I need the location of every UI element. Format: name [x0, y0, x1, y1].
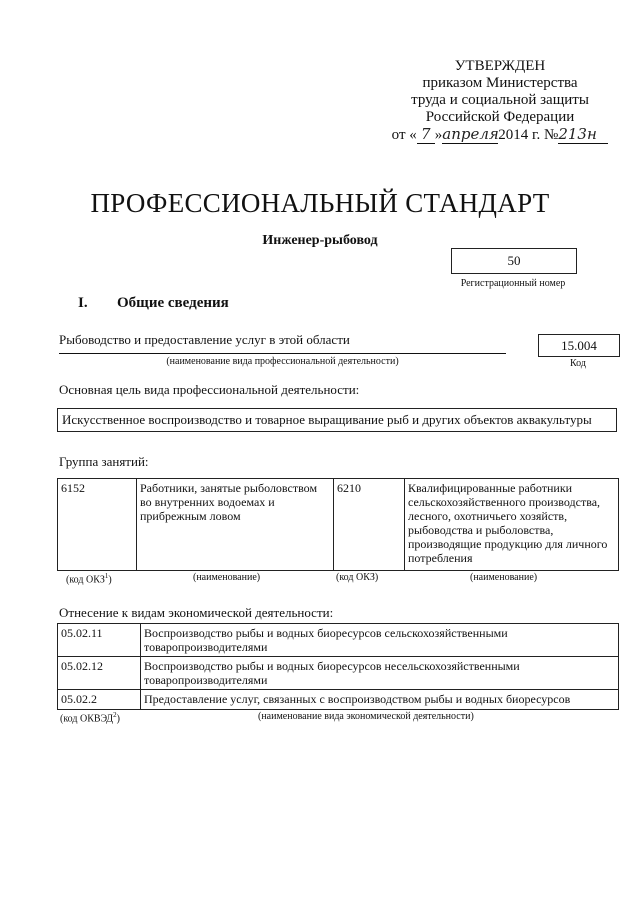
purpose-box: Искусственное воспроизводство и товарное выращивание рыб и других объектов аквакультуры — [57, 408, 617, 432]
approval-date-line — [380, 126, 620, 144]
section-title: Общие сведения — [117, 295, 229, 311]
activity-code-box: 15.004 — [538, 334, 620, 357]
page-title: ПРОФЕССИОНАЛЬНЫЙ СТАНДАРТ — [90, 188, 550, 218]
table-row — [58, 624, 619, 657]
okved-code-caption — [60, 711, 120, 724]
registration-number-label: Регистрационный номер — [460, 278, 566, 289]
occupation-name-caption: (наименование) — [193, 572, 261, 583]
standard-name: Инженер-рыбовод — [262, 233, 378, 248]
occupation-name-cell: Квалифицированные работники сельскохозяйственного производства, лесного, охотничьего хозяйств, рыбоводства и рыболовства, производящие продукцию для личного потребления — [405, 479, 619, 571]
economic-activity-label: Отнесение к видам экономической деятельности: — [59, 605, 334, 620]
caption-text: (код ОКВЭД — [60, 713, 114, 725]
occupation-group-table — [57, 478, 619, 571]
okved-code-cell: 05.02.11 — [58, 624, 141, 657]
okz-code-caption: (код ОКЗ) — [336, 572, 379, 583]
okved-name-cell: Воспроизводство рыбы и водных биоресурсов несельскохозяйственными товаропроизводителями — [141, 657, 619, 690]
date-mid: » — [434, 127, 443, 143]
table-row — [58, 479, 619, 571]
okved-name-cell: Предоставление услуг, связанных с воспроизводством рыбы и водных биоресурсов — [141, 690, 619, 710]
okved-name-caption: (наименование вида экономической деятельности) — [258, 711, 474, 722]
registration-number-box: 50 — [451, 248, 577, 274]
table-row — [58, 690, 619, 710]
caption-text: (код ОКЗ — [66, 574, 105, 586]
occupation-code-cell: 6210 — [334, 479, 405, 571]
activity-code-caption: Код — [570, 358, 586, 369]
occupation-name-cell: Работники, занятые рыболовством во внутренних водоемах и прибрежным ловом — [137, 479, 334, 571]
date-year: 2014 г. № — [498, 127, 559, 143]
okved-code-cell: 05.02.12 — [58, 657, 141, 690]
approval-status: УТВЕРЖДЕН — [454, 58, 546, 74]
date-prefix: от « — [391, 127, 417, 143]
handwritten-day: 7 — [417, 126, 435, 144]
approval-block — [380, 58, 620, 144]
caption-text: ) — [116, 713, 120, 725]
activity-name: Рыбоводство и предоставление услуг в этой области — [59, 332, 350, 347]
okved-name-cell: Воспроизводство рыбы и водных биоресурсов сельскохозяйственными товаропроизводителями — [141, 624, 619, 657]
footnote-mark: 1 — [104, 572, 109, 580]
table-row — [58, 657, 619, 690]
handwritten-month: апреля — [442, 125, 499, 143]
section-number: I. — [78, 295, 88, 311]
occupation-code-cell: 6152 — [58, 479, 137, 571]
handwritten-order-number: 213н — [558, 126, 608, 144]
okved-code-cell: 05.02.2 — [58, 690, 141, 710]
economic-activity-table — [57, 623, 619, 710]
approval-line: Российской Федерации — [425, 109, 575, 125]
approval-line: труда и социальной защиты — [411, 92, 589, 108]
caption-text: ) — [108, 574, 112, 586]
activity-caption: (наименование вида профессиональной деятельности) — [166, 356, 399, 367]
purpose-label: Основная цель вида профессиональной деятельности: — [59, 382, 360, 397]
occupation-name-caption: (наименование) — [470, 572, 538, 583]
occupation-group-label: Группа занятий: — [59, 454, 149, 469]
footnote-mark: 2 — [113, 711, 117, 719]
activity-underline — [59, 353, 506, 354]
okz-code-caption — [66, 572, 112, 585]
approval-line: приказом Министерства — [422, 75, 578, 91]
